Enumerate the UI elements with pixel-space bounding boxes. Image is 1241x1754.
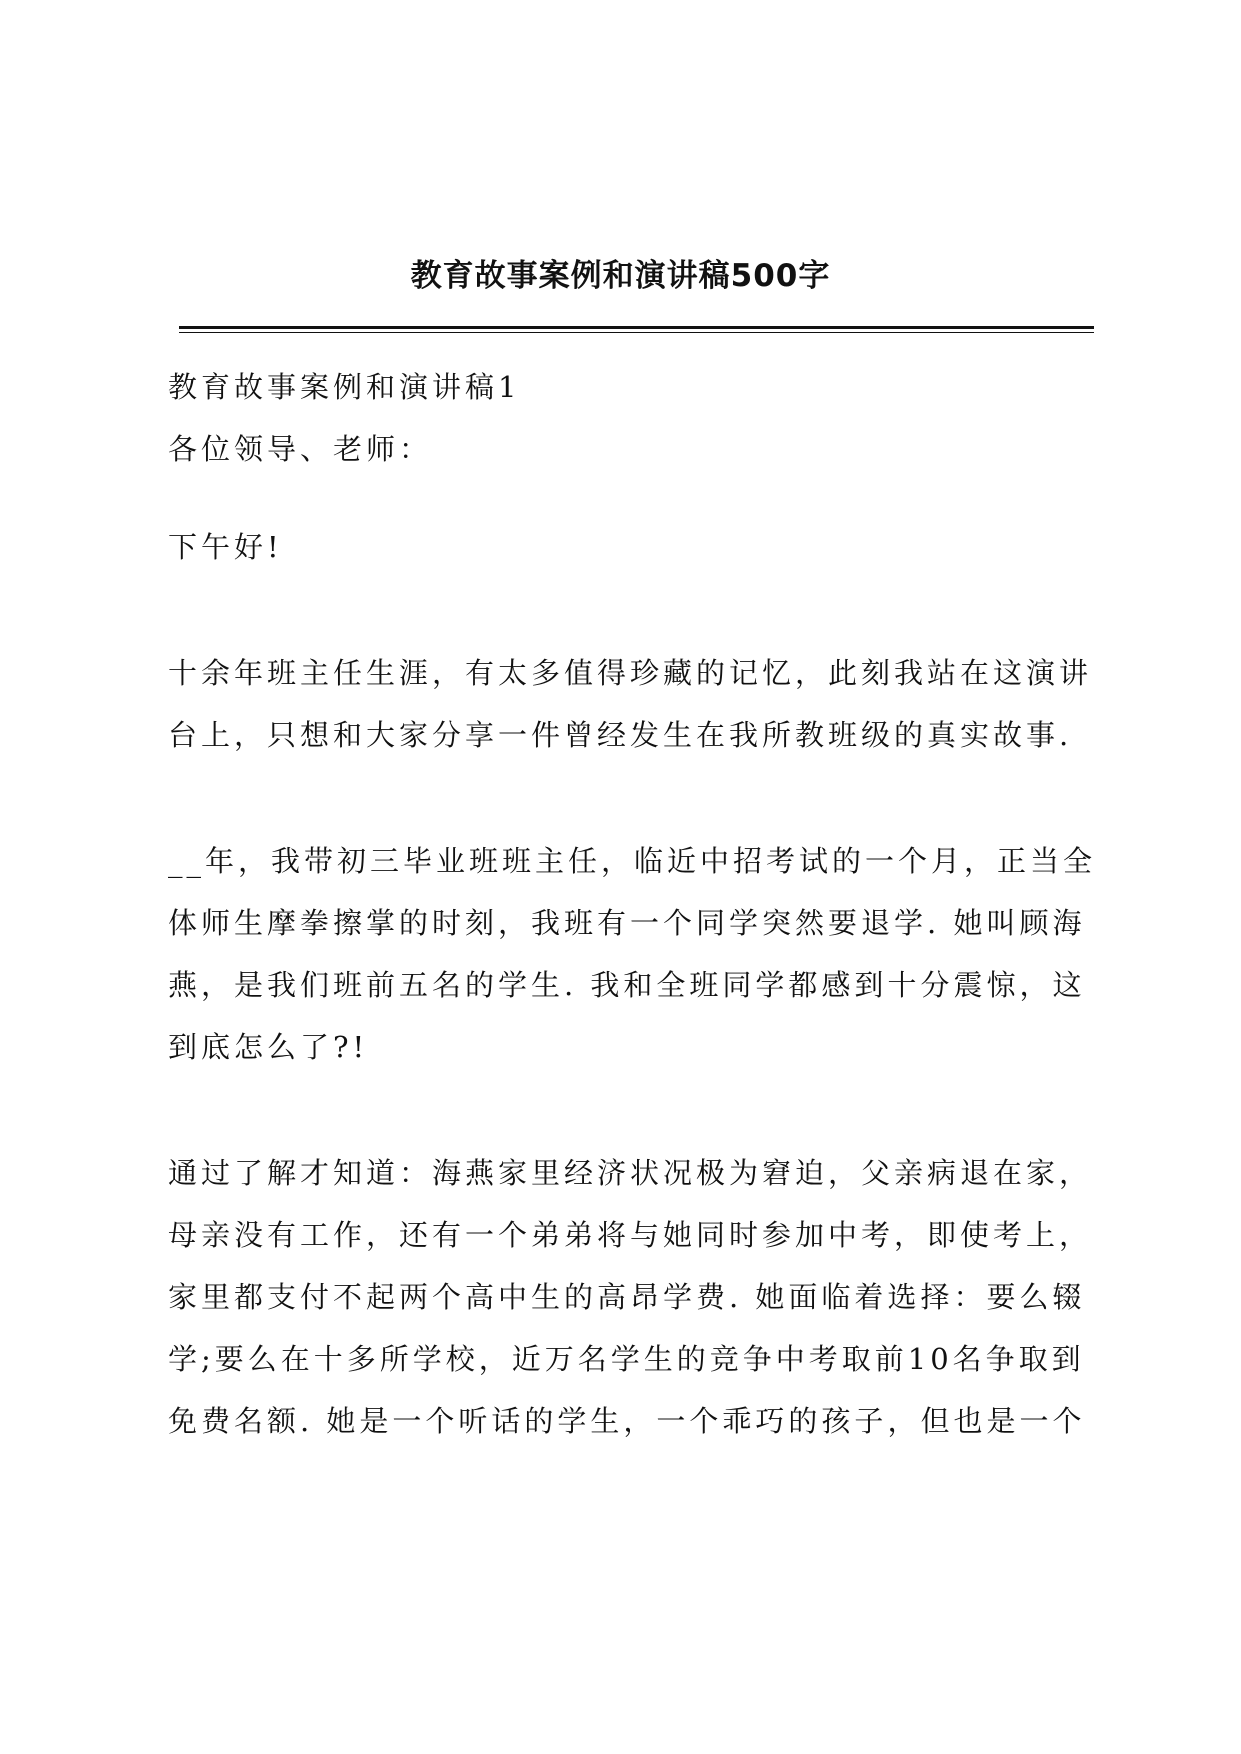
paragraph-line: 燕，是我们班前五名的学生. 我和全班同学都感到十分震惊，这 <box>168 968 1086 1002</box>
paragraph-line: 台上，只想和大家分享一件曾经发生在我所教班级的真实故事. <box>168 718 1073 752</box>
document-body <box>168 356 1097 1452</box>
paragraph-1 <box>168 642 1094 766</box>
section-subtitle: 教育故事案例和演讲稿1 <box>168 370 521 404</box>
paragraph-line: 到底怎么了?! <box>168 1030 369 1064</box>
paragraph-line: 母亲没有工作，还有一个弟弟将与她同时参加中考，即使考上， <box>168 1218 1093 1252</box>
paragraph-line: 学;要么在十多所学校，近万名学生的竞争中考取前10名争取到 <box>168 1342 1085 1376</box>
title-rule-thin <box>179 332 1094 333</box>
paragraph-line: 体师生摩拳擦掌的时刻，我班有一个同学突然要退学. 她叫顾海 <box>168 906 1086 940</box>
document-title: 教育故事案例和演讲稿500字 <box>410 258 831 294</box>
paragraph-line: __年，我带初三毕业班班主任，临近中招考试的一个月，正当全 <box>168 844 1097 878</box>
paragraph-line: 十余年班主任生涯，有太多值得珍藏的记忆，此刻我站在这演讲 <box>168 656 1093 690</box>
salutation: 各位领导、老师： <box>168 432 433 466</box>
paragraph-line: 通过了解才知道：海燕家里经济状况极为窘迫，父亲病退在家， <box>168 1156 1093 1190</box>
paragraph-2 <box>168 830 1097 1078</box>
paragraph-3 <box>168 1142 1094 1452</box>
title-rule-thick <box>179 326 1094 329</box>
paragraph-line: 家里都支付不起两个高中生的高昂学费. 她面临着选择：要么辍 <box>168 1280 1086 1314</box>
paragraph-line: 免费名额. 她是一个听话的学生，一个乖巧的孩子，但也是一个 <box>168 1404 1086 1438</box>
greeting: 下午好! <box>168 530 283 564</box>
